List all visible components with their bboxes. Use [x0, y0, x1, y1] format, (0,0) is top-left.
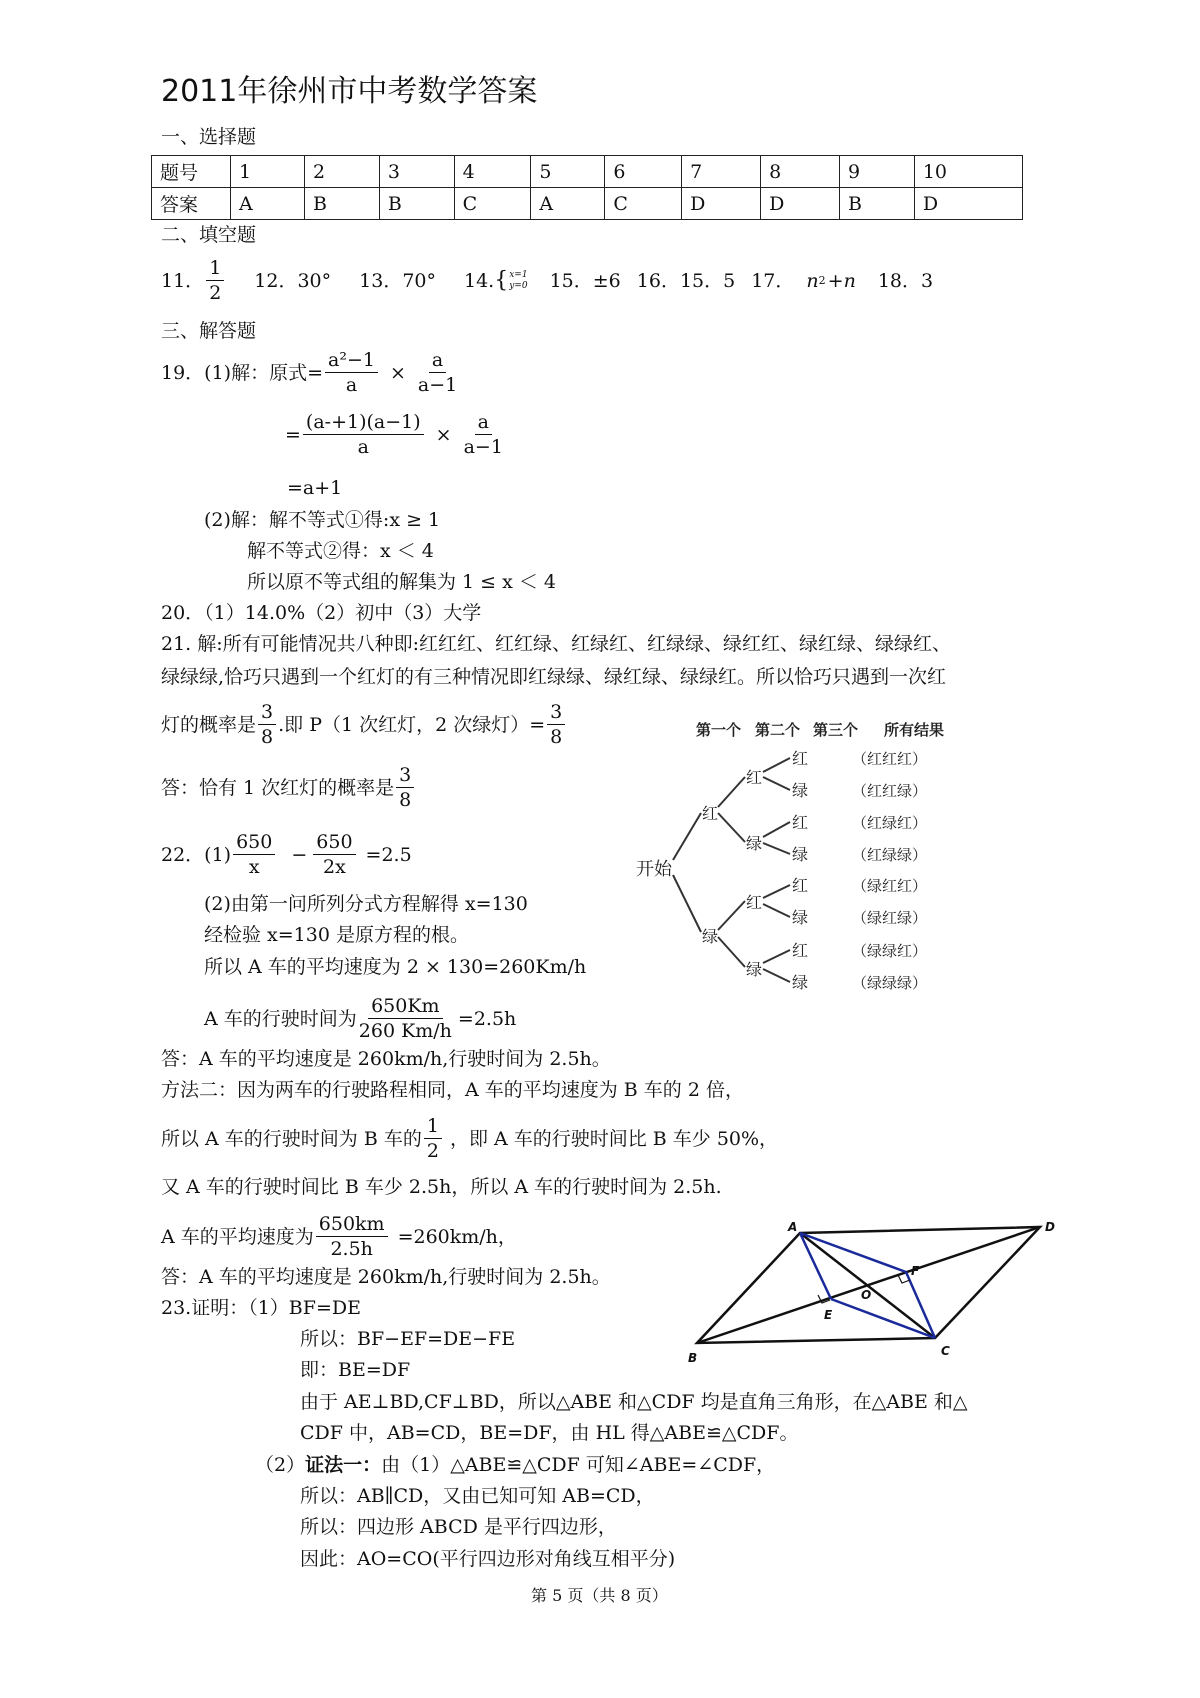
table-cell: D — [682, 188, 761, 220]
q23-part2-line2: 所以：AB∥CD，又由已知可知 AB=CD， — [300, 1485, 655, 1507]
times-sign: × — [389, 361, 406, 384]
numerator: 3 — [396, 765, 414, 788]
q22-line1 — [161, 832, 412, 877]
point-label-a: A — [788, 1220, 798, 1234]
q21-line2: 绿绿绿,恰巧只遇到一个红灯的有三种情况即红绿绿、绿红绿、绿绿红。所以恰巧只遇到一次红 — [161, 666, 947, 688]
table-cell: 5 — [531, 156, 605, 188]
point-label-d: D — [1045, 1220, 1055, 1234]
parallelogram-figure — [670, 1215, 1065, 1375]
text: ，即 A 车的行驶时间比 B 车少 50%， — [449, 1127, 779, 1150]
table-cell: 3 — [379, 156, 454, 188]
equals-sign: = — [285, 423, 301, 446]
table-row — [152, 188, 1023, 220]
q14-row1: x=1 — [509, 269, 528, 280]
denominator: 8 — [399, 789, 412, 811]
tree-node: 绿 — [792, 781, 809, 800]
numerator: a — [429, 350, 446, 373]
numerator: a²−1 — [325, 350, 378, 373]
fraction — [313, 832, 355, 877]
q18-answer: 18．3 — [877, 269, 934, 292]
probability-tree-diagram — [630, 715, 960, 1005]
q16-answer: 16．15．5 — [636, 269, 736, 292]
fraction — [258, 702, 276, 747]
q22-line4: 所以 A 车的平均速度为 2 × 130=260Km/h — [204, 956, 587, 978]
q21-line1: 21. 解:所有可能情况共八种即:红红红、红红绿、红绿红、红绿绿、绿红红、绿红绿、绿绿红、 — [161, 633, 952, 655]
denominator: 2x — [323, 856, 346, 878]
table-cell: A — [531, 188, 605, 220]
q13-answer: 13．70° — [359, 269, 436, 292]
denominator: 8 — [550, 726, 563, 748]
q17-exponent: 2 — [818, 273, 826, 287]
point-label-o: O — [861, 1288, 872, 1302]
fraction — [547, 702, 565, 747]
numerator: a — [475, 412, 492, 435]
q11-numerator: 1 — [206, 258, 224, 281]
table-cell: 题号 — [152, 156, 231, 188]
text: 所以 A 车的行驶时间为 B 车的 — [161, 1127, 422, 1150]
tree-node: 红 — [792, 749, 809, 768]
tree-node: 红 — [792, 813, 809, 832]
numerator: 1 — [424, 1116, 442, 1139]
minus-sign: − — [291, 843, 308, 866]
table-cell: 10 — [914, 156, 1022, 188]
q19-prefix: 19．(1)解：原式= — [161, 361, 324, 384]
q11-label: 11． — [161, 269, 205, 292]
numerator: 3 — [547, 702, 565, 725]
fraction — [303, 412, 424, 457]
q23-line2: 所以：BF−EF=DE−FE — [300, 1328, 516, 1350]
fraction — [418, 350, 457, 395]
numerator: (a-+1)(a−1) — [303, 412, 424, 435]
q22-line2: (2)由第一问所列分式方程解得 x=130 — [204, 893, 528, 915]
q22-method2-line1: 方法二：因为两车的行驶路程相同，A 车的平均速度为 B 车的 2 倍， — [161, 1079, 744, 1101]
answer-table — [151, 155, 1023, 220]
q23-part2-line3: 所以：四边形 ABCD 是平行四边形， — [300, 1516, 617, 1538]
tree-header: 所有结果 — [884, 721, 945, 739]
q17-base: n — [806, 269, 819, 292]
tree-node: 绿 — [746, 960, 763, 979]
tree-result: （红绿红） — [852, 814, 928, 832]
q22-method2-line4 — [161, 1214, 517, 1259]
tree-header: 第一个 — [696, 721, 742, 739]
q22-answer1: 答：A 车的平均速度是 260km/h,行驶时间为 2.5h。 — [161, 1048, 611, 1070]
fraction — [464, 412, 503, 457]
q11-denominator: 2 — [209, 282, 222, 304]
q23-line5: CDF 中，AB=CD，BE=DF，由 HL 得△ABE≌△CDF。 — [300, 1422, 799, 1444]
text: =260km/h， — [397, 1225, 517, 1248]
denominator: 2.5h — [330, 1238, 373, 1260]
denominator: 8 — [261, 726, 274, 748]
table-cell: 2 — [305, 156, 380, 188]
page-title: 2011年徐州市中考数学答案 — [161, 74, 538, 109]
fraction — [316, 1214, 388, 1259]
tree-branches — [673, 758, 790, 982]
numerator: 3 — [258, 702, 276, 725]
page-footer: 第 5 页（共 8 页） — [531, 1586, 668, 1605]
tree-result: （红红绿） — [852, 782, 928, 800]
tree-start: 开始 — [636, 859, 672, 880]
table-cell: A — [231, 188, 305, 220]
q17-n: n — [843, 269, 856, 292]
denominator: a−1 — [417, 374, 458, 396]
point-label-e: E — [824, 1308, 833, 1322]
parallelogram-outline — [697, 1227, 1040, 1343]
table-cell: C — [605, 188, 682, 220]
numerator: 650Km — [368, 996, 442, 1019]
tree-result: （绿绿绿） — [852, 974, 928, 992]
point-label-f: F — [911, 1264, 920, 1278]
brace-icon: { — [494, 267, 509, 293]
text: A 车的行驶时间为 — [204, 1007, 357, 1030]
tree-node: 绿 — [702, 927, 719, 946]
table-cell: B — [305, 188, 380, 220]
q22-line5 — [204, 996, 516, 1041]
q22-method2-line2 — [161, 1116, 778, 1161]
denominator: a−1 — [463, 436, 503, 458]
fill-answers-line — [161, 258, 933, 303]
q23-line3: 即：BE=DF — [300, 1359, 411, 1381]
tree-result: （绿红红） — [852, 877, 928, 895]
q19-line3: =a+1 — [287, 477, 343, 499]
text: 灯的概率是 — [161, 713, 257, 736]
denominator: a — [345, 374, 358, 396]
tree-header: 第三个 — [813, 721, 859, 739]
table-cell: D — [914, 188, 1022, 220]
point-label-c: C — [941, 1344, 950, 1358]
method-label: 证法一： — [305, 1454, 382, 1476]
q19-part2-line2: 解不等式②得：x ＜ 4 — [247, 540, 434, 562]
q21-line3 — [161, 702, 567, 747]
tree-result: （绿红绿） — [852, 909, 928, 927]
table-cell: 答案 — [152, 188, 231, 220]
q19-line1 — [161, 350, 459, 395]
tree-node: 绿 — [746, 834, 763, 853]
numerator: 650km — [316, 1214, 388, 1237]
q17-label: 17． — [751, 269, 795, 292]
q21-answer — [161, 765, 416, 810]
tree-node: 红 — [702, 804, 719, 823]
tree-node: 绿 — [792, 845, 809, 864]
text: .即 P（1 次红灯，2 次绿灯）= — [278, 713, 546, 736]
q15-answer: 15．±6 — [549, 269, 621, 292]
table-cell: 8 — [761, 156, 840, 188]
table-cell: 6 — [605, 156, 682, 188]
table-cell: D — [761, 188, 840, 220]
text: 22．(1) — [161, 843, 232, 866]
fraction — [396, 765, 414, 810]
q22-line3: 经检验 x=130 是原方程的根。 — [204, 924, 469, 946]
q14-row2: y=0 — [509, 280, 528, 291]
text: （2） — [255, 1454, 306, 1476]
text: A 车的平均速度为 — [161, 1225, 314, 1248]
q14-system — [494, 267, 528, 293]
fraction — [325, 350, 378, 395]
denominator: x — [248, 856, 260, 878]
q17-plus: + — [827, 269, 844, 292]
numerator: 650 — [313, 832, 355, 855]
tree-result: （红红红） — [852, 750, 928, 768]
tree-node: 红 — [746, 768, 763, 787]
table-cell: 1 — [231, 156, 305, 188]
q22-answer2: 答：A 车的平均速度是 260km/h,行驶时间为 2.5h。 — [161, 1266, 611, 1288]
q23-line4: 由于 AE⊥BD,CF⊥BD，所以△ABE 和△CDF 均是直角三角形，在△ABE 和△ — [300, 1391, 968, 1413]
tree-header: 第二个 — [755, 721, 801, 739]
text: =2.5h — [457, 1007, 517, 1030]
table-cell: B — [840, 188, 915, 220]
fraction — [233, 832, 275, 877]
tree-result: （绿绿红） — [852, 942, 928, 960]
q22-method2-line3: 又 A 车的行驶时间比 B 车少 2.5h，所以 A 车的行驶时间为 2.5h. — [161, 1176, 722, 1198]
denominator: 2 — [426, 1140, 439, 1162]
table-cell: 4 — [454, 156, 531, 188]
times-sign: × — [435, 423, 452, 446]
q19-part2-line1: (2)解：解不等式①得:x ≥ 1 — [204, 509, 441, 531]
fraction — [424, 1116, 442, 1161]
fraction — [359, 996, 452, 1041]
table-row — [152, 156, 1023, 188]
numerator: 650 — [233, 832, 275, 855]
table-cell: 7 — [682, 156, 761, 188]
text: 由（1）△ABE≌△CDF 可知∠ABE=∠CDF， — [381, 1454, 776, 1476]
q19-line2 — [285, 412, 505, 457]
tree-node: 绿 — [792, 908, 809, 927]
q23-line1: 23.证明：（1）BF=DE — [161, 1297, 361, 1319]
tree-node: 红 — [792, 876, 809, 895]
q23-part2-line4: 因此：AO=CO(平行四边形对角线互相平分) — [300, 1548, 676, 1570]
tree-node: 绿 — [792, 973, 809, 992]
tree-result: （红绿绿） — [852, 846, 928, 864]
denominator: a — [357, 436, 369, 458]
text: =2.5 — [365, 843, 412, 866]
table-cell: C — [454, 188, 531, 220]
q11-fraction — [206, 258, 224, 303]
tree-node: 红 — [792, 941, 809, 960]
table-cell: B — [379, 188, 454, 220]
q20-answer: 20．（1）14.0%（2）初中（3）大学 — [161, 602, 482, 624]
section-heading-choice: 一、选择题 — [161, 126, 257, 148]
q14-label: 14. — [464, 269, 495, 292]
section-heading-fill: 二、填空题 — [161, 224, 257, 246]
point-label-b: B — [688, 1351, 698, 1365]
q19-part2-line3: 所以原不等式组的解集为 1 ≤ x ＜ 4 — [247, 571, 557, 593]
q12-answer: 12．30° — [254, 269, 332, 292]
section-heading-solve: 三、解答题 — [161, 320, 257, 342]
table-cell: 9 — [840, 156, 915, 188]
tree-node: 红 — [746, 893, 763, 912]
text: 答：恰有 1 次红灯的概率是 — [161, 776, 395, 799]
q23-part2-line1 — [255, 1453, 775, 1477]
denominator: 260 Km/h — [358, 1020, 452, 1042]
